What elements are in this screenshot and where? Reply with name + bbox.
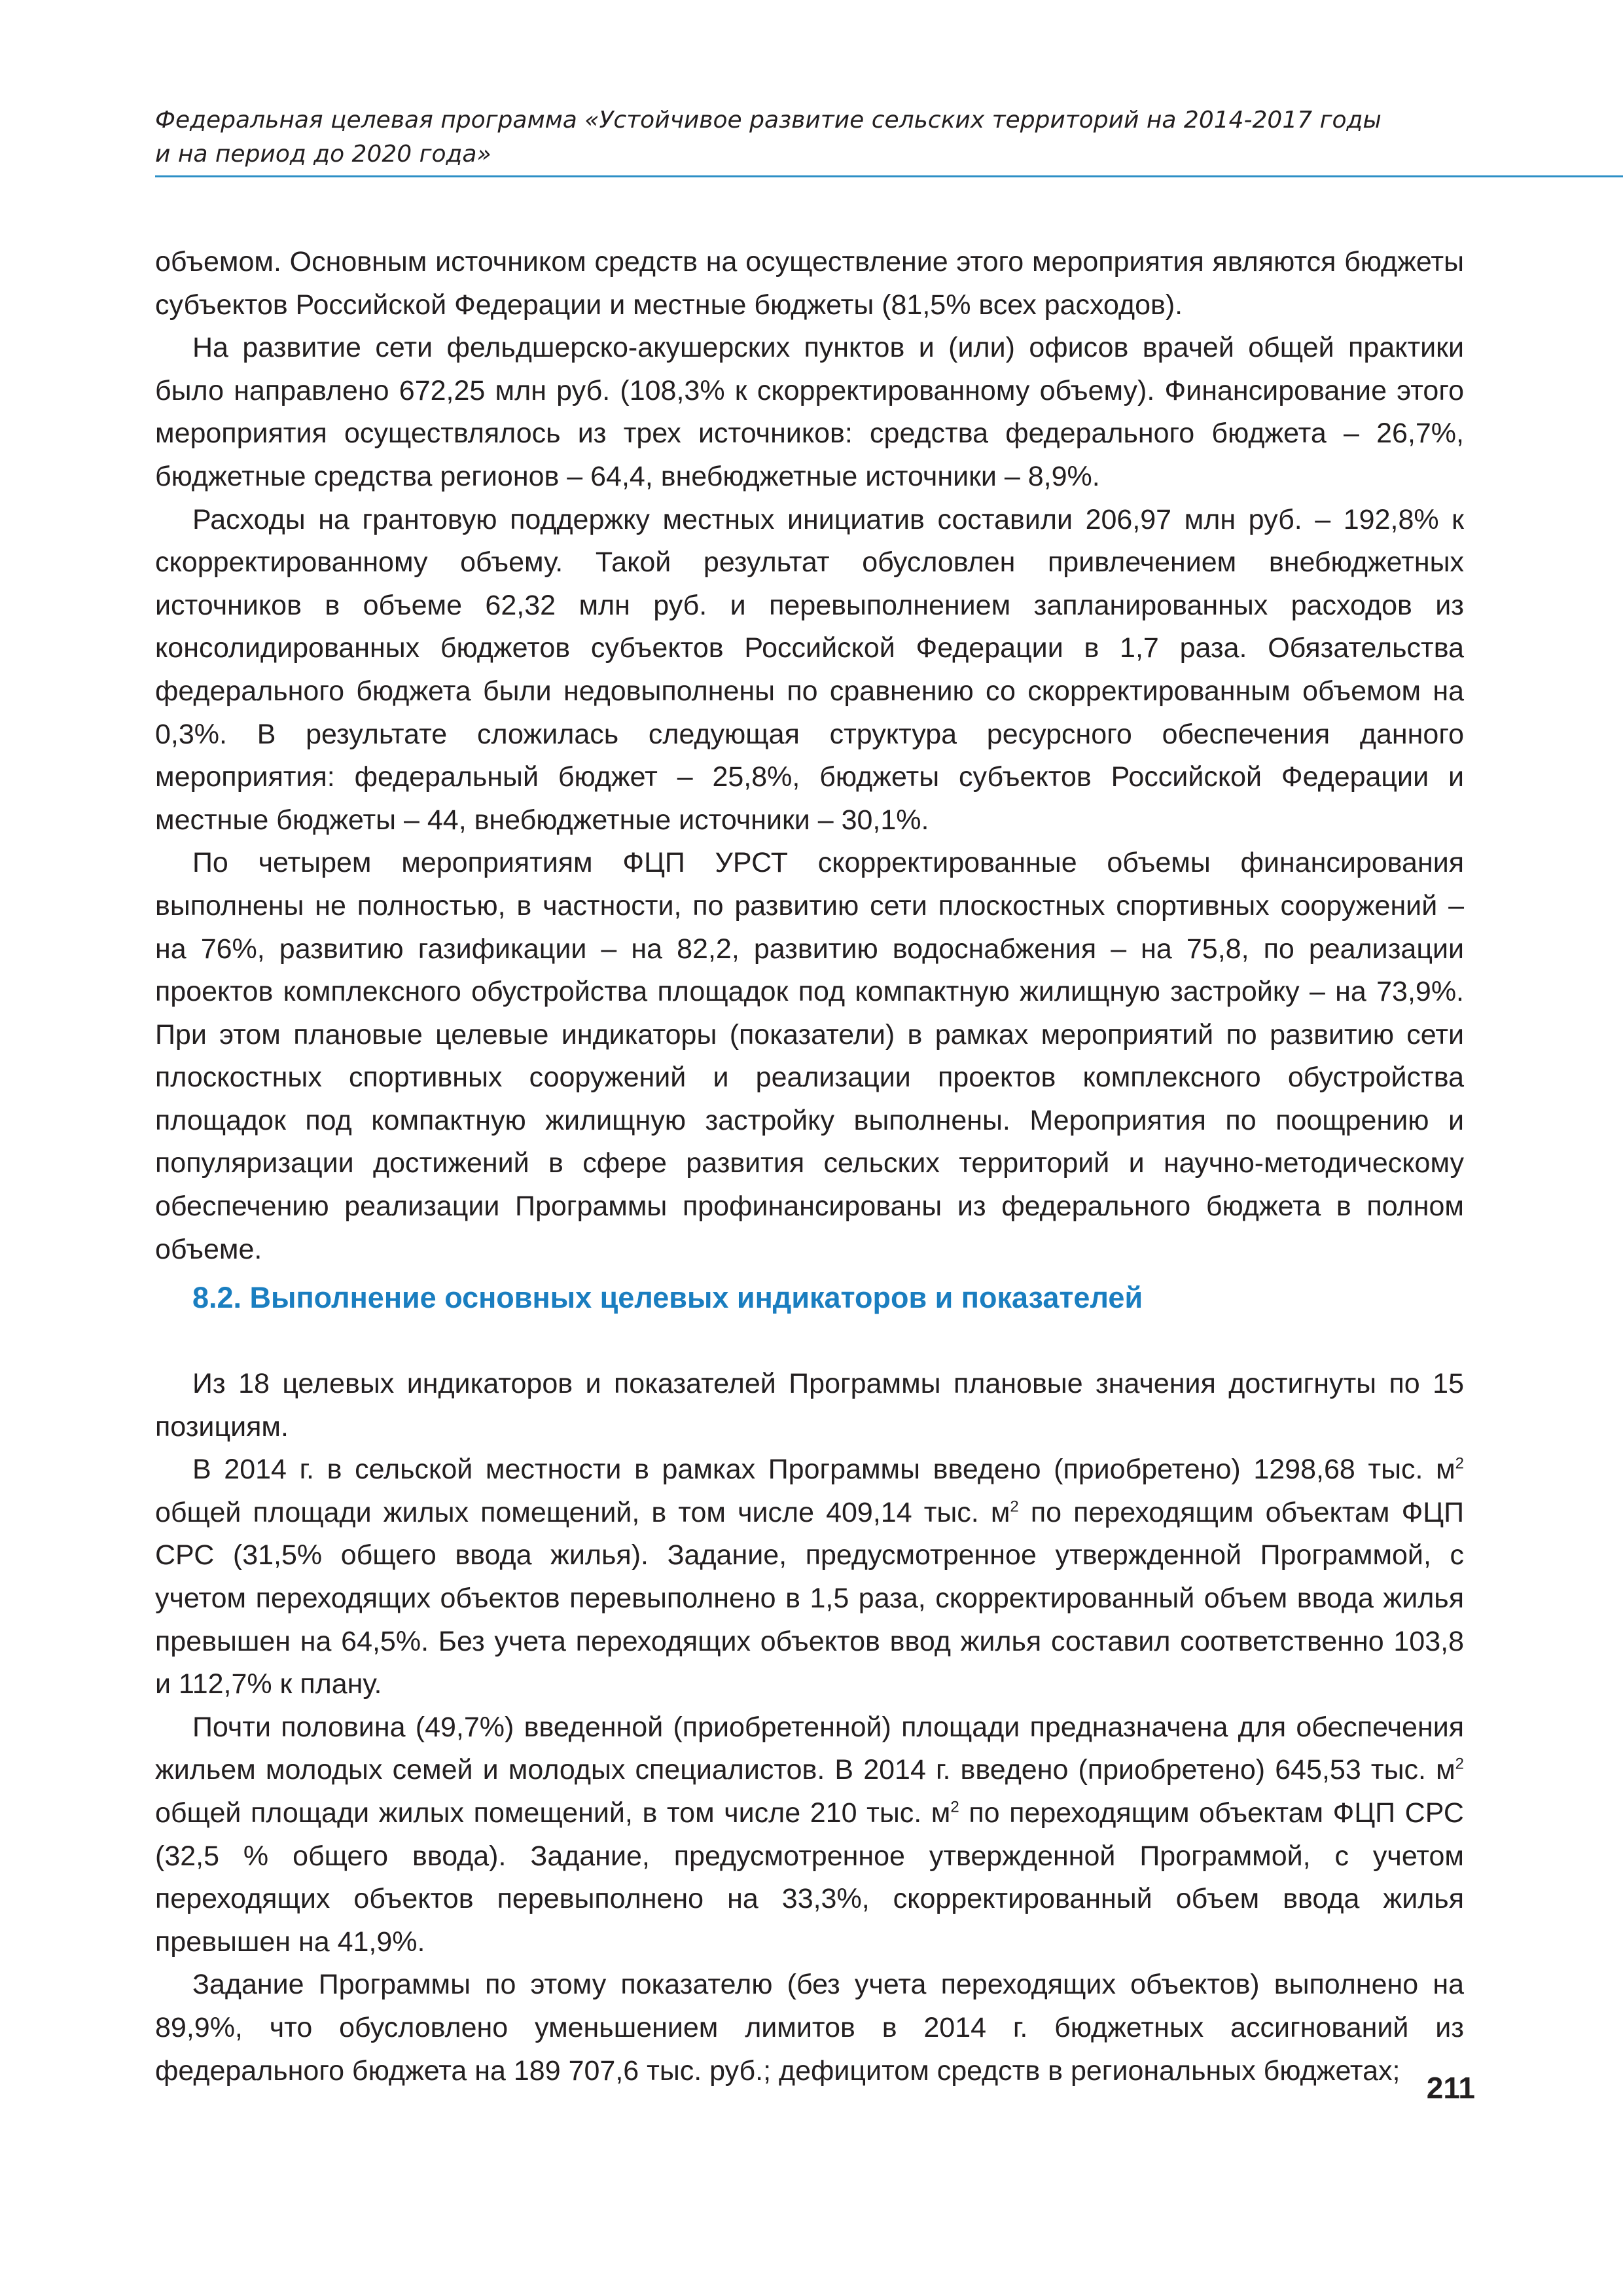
paragraph: По четырем мероприятиям ФЦП УРСТ скорректированные объемы финансирования выполнены не полностью, в частности, по развитию сети плоскостных спортивных сооружений – на 76%, развитию газификации – на 82,2, развитию водоснабжения – на 75,8, по реализации проектов комплексного обустройства площадок под компактную жилищную застройку – на 73,9%. При этом плановые целевые индикаторы (показатели) в рамках мероприятий по развитию сети плоскостных спортивных сооружений и реализации проектов комплексного обустройства площадок под компактную жилищную застройку выполнены. Мероприятия по поощрению и популяризации достижений в сфере развития сельских территорий и научно-методическому обеспечению реализации Программы профинансированы из федерального бюджета в полном объеме. <box>155 847 1464 1265</box>
text-run: по переходящим объектам ФЦП СРС (31,5% общего ввода жилья). Задание, предусмотренное утвержденной Программой, с учетом переходящих объектов перевыполнено в 1,5 раза, скорректированный объем ввода жилья превышен на 64,5%. Без учета переходящих объектов ввод жилья составил соответственно 103,8 и 112,7% к плану. <box>155 1496 1464 1700</box>
text-run: В 2014 г. в сельской местности в рамках Программы введено (приобретено) 1298,68 тыс. м <box>192 1454 1455 1486</box>
paragraph: Расходы на грантовую поддержку местных инициатив составили 206,97 млн руб. – 192,8% к скорректированному объему. Такой результат обусловлен привлечением внебюджетных источников в объеме 62,32 млн руб. и перевыполнением запланированных расходов из консолидированных бюджетов субъектов Российской Федерации в 1,7 раза. Обязательства федерального бюджета были недовыполнены по сравнению со скорректированным объемом на 0,3%. В результате сложилась следующая структура ресурсного обеспечения данного мероприятия: федеральный бюджет – 25,8%, бюджеты субъектов Российской Федерации и местные бюджеты – 44, внебюджетные источники – 30,1%. <box>155 503 1464 836</box>
superscript: 2 <box>1455 1454 1464 1473</box>
body-text-top <box>155 241 1464 1271</box>
superscript: 2 <box>1455 1755 1464 1774</box>
header-line-2: и на период до 2020 года» <box>155 141 491 168</box>
text-run: Почти половина (49,7%) введенной (приобретенной) площади предназначена для обеспечения жильем молодых семей и молодых специалистов. В 2014 г. введено (приобретено) 645,53 тыс. м <box>155 1711 1464 1786</box>
body-text-bottom <box>155 1363 1464 2092</box>
paragraph: На развитие сети фельдшерско-акушерских пунктов и (или) офисов врачей общей практики было направлено 672,25 млн руб. (108,3% к скорректированному объему). Финансирование этого мероприятия осуществлялось из трех источников: средства федерального бюджета – 26,7%, бюджетные средства регионов – 64,4, внебюджетные источники – 8,9%. <box>155 332 1464 492</box>
running-header <box>155 103 1464 171</box>
page-number: 211 <box>1426 2071 1475 2105</box>
paragraph <box>155 1706 1464 1964</box>
paragraph: Задание Программы по этому показателю (без учета переходящих объектов) выполнено на 89,9%, что обусловлено уменьшением лимитов в 2014 г. бюджетных ассигнований из федерального бюджета на 189 707,6 тыс. руб.; дефицитом средств в региональных бюджетах; <box>155 1969 1464 2087</box>
text-run: общей площади жилых помещений, в том числе 210 тыс. м <box>155 1797 951 1829</box>
text-run: общей площади жилых помещений, в том числе 409,14 тыс. м <box>155 1496 1010 1528</box>
text-run: по переходящим объектам ФЦП СРС (32,5 % общего ввода). Задание, предусмотренное утвержденной Программой, с учетом переходящих объектов перевыполнено на 33,3%, скорректированный объем ввода жилья превышен на 41,9%. <box>155 1797 1464 1958</box>
superscript: 2 <box>1010 1498 1019 1516</box>
paragraph: Из 18 целевых индикаторов и показателей Программы плановые значения достигнуты по 15 позициям. <box>155 1368 1464 1443</box>
paragraph <box>155 1448 1464 1706</box>
superscript: 2 <box>950 1798 959 1816</box>
paragraph: объемом. Основным источником средств на осуществление этого мероприятия являются бюджеты субъектов Российской Федерации и местные бюджеты (81,5% всех расходов). <box>155 246 1464 321</box>
section-heading: 8.2. Выполнение основных целевых индикаторов и показателей <box>192 1281 1143 1314</box>
header-rule <box>155 175 1623 177</box>
header-line-1: Федеральная целевая программа «Устойчивое развитие сельских территорий на 2014-2017 годы <box>155 107 1382 134</box>
